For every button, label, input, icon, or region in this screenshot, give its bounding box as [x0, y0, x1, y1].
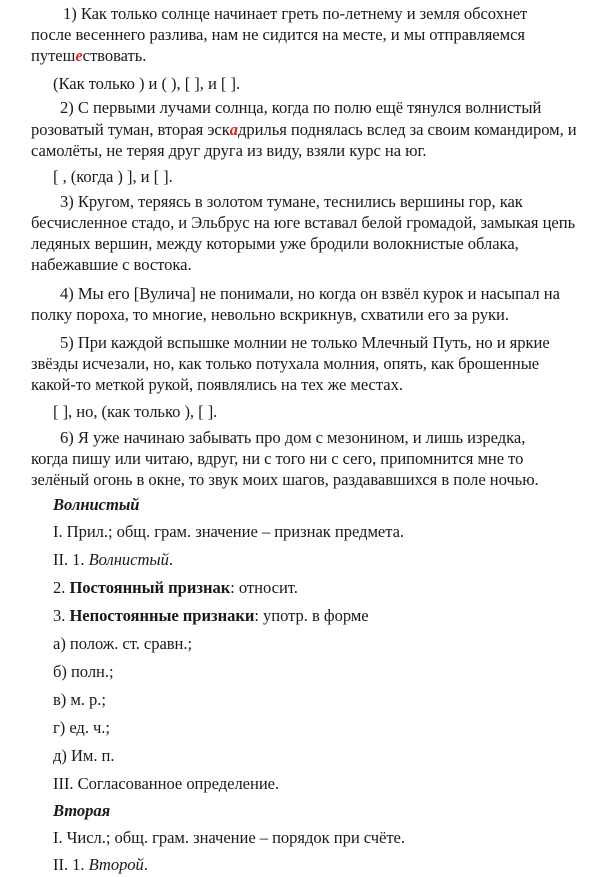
sentence-6-line-3: зелёный огонь в окне, то звук моих шагов, раздававшихся в поле ночью. — [31, 470, 539, 489]
sentence-5-line-2: звёзды исчезали, но, как только потухала молния, опять, как брошенные — [31, 354, 540, 373]
analysis-1-item-8: г) ед. ч.; — [53, 718, 110, 737]
analysis-2-item-2: II. 1. Второй. — [53, 855, 148, 874]
scheme-1: (Как только ) и ( ), [ ], и [ ]. — [53, 74, 241, 93]
sentence-5-line-1: 5) При каждой вспышке молнии не только Млечный Путь, но и яркие — [60, 333, 550, 352]
analysis-1-item-5: а) полож. ст. сравн.; — [53, 634, 193, 653]
sentence-5-line-3: какой-то меткой рукой, появлялись на тех же местах. — [31, 375, 403, 394]
sentence-1-line-3: путешествовать. — [31, 46, 147, 65]
analysis-2-item-1: I. Числ.; общ. грам. значение – порядок при счёте. — [53, 828, 405, 847]
analysis-1-item-10: III. Согласованное определение. — [53, 774, 280, 793]
sentence-4-line-1: 4) Мы его [Вулича] не понимали, но когда он взвёл курок и насыпал на — [60, 284, 560, 303]
sentence-4-line-2: полку пороха, то многие, невольно вскрикнув, схватили его за руки. — [31, 305, 509, 324]
sentence-3-line-1: 3) Кругом, теряясь в золотом тумане, теснились вершины гор, как — [60, 192, 523, 211]
sentence-6-line-1: 6) Я уже начинаю забывать про дом с мезонином, и лишь изредка, — [60, 428, 526, 447]
sentence-3-line-3: ледяных вершин, между которыми уже бродили волокнистые облака, — [31, 234, 519, 253]
highlighted-letter: а — [229, 120, 239, 139]
analysis-1-item-9: д) Им. п. — [53, 746, 115, 765]
sentence-3-line-2: бесчисленное стадо, и Эльбрус на юге вставал белой громадой, замыкая цепь — [31, 213, 576, 232]
analysis-1-item-3: 2. Постоянный признак: относит. — [53, 578, 298, 597]
scheme-2: [ , (когда ) ], и [ ]. — [53, 167, 173, 186]
sentence-6-line-2: когда пишу или читаю, вдруг, ни с того ни с сего, припомнится мне то — [31, 449, 524, 468]
analysis-1-item-1: I. Прил.; общ. грам. значение – признак предмета. — [53, 522, 405, 541]
analysis-1-item-7: в) м. р.; — [53, 690, 106, 709]
sentence-2-line-2: розоватый туман, вторая эскадрилья поднялась вслед за своим командиром, и — [31, 120, 577, 139]
highlighted-letter: е — [75, 46, 83, 65]
analysis-1-item-4: 3. Непостоянные признаки: употр. в форме — [53, 606, 369, 625]
sentence-1-line-1: 1) Как только солнце начинает греть по-летнему и земля обсохнет — [63, 4, 528, 23]
sentence-2-line-1: 2) С первыми лучами солнца, когда по полю ещё тянулся волнистый — [60, 98, 542, 117]
analysis-1-item-2: II. 1. Волнистый. — [53, 550, 173, 569]
analysis-2-title: Вторая — [53, 801, 111, 820]
analysis-1-title: Волнистый — [53, 495, 140, 514]
sentence-3-line-4: набежавшие с востока. — [31, 255, 192, 274]
scheme-3: [ ], но, (как только ), [ ]. — [53, 402, 218, 421]
analysis-1-item-6: б) полн.; — [53, 662, 114, 681]
sentence-2-line-3: самолёты, не теряя друг друга из виду, взяли курс на юг. — [31, 141, 427, 160]
sentence-1-line-2: после весеннего разлива, нам не сидится на месте, и мы отправляемся — [31, 25, 525, 44]
